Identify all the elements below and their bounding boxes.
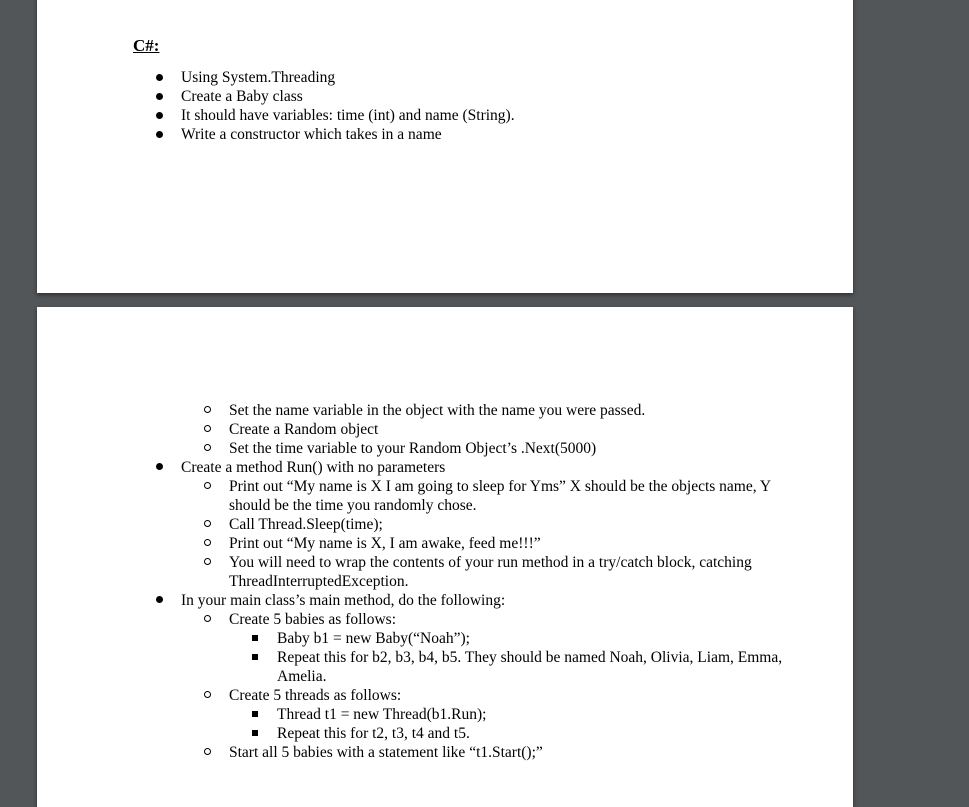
list-item-continuation: ThreadInterruptedException. xyxy=(229,573,409,590)
list-item: Call Thread.Sleep(time); xyxy=(229,516,383,533)
list-item-continuation: Amelia. xyxy=(277,668,327,685)
list-item: Set the name variable in the object with the name you were passed. xyxy=(229,402,646,419)
circle-bullet-icon xyxy=(204,553,211,572)
list-item: You will need to wrap the contents of your run method in a try/catch block, catching xyxy=(229,554,752,571)
square-bullet-icon xyxy=(252,648,258,667)
list-item: Print out “My name is X, I am awake, feed me!!!” xyxy=(229,535,541,552)
list-item: Create 5 babies as follows: xyxy=(229,611,397,628)
list-item: In your main class’s main method, do the following: xyxy=(181,592,506,609)
disc-bullet-icon xyxy=(156,88,163,107)
disc-bullet-icon xyxy=(156,591,163,610)
square-bullet-icon xyxy=(252,629,258,648)
list-item: Start all 5 babies with a statement like “t1.Start();” xyxy=(229,744,543,761)
list-item: Baby b1 = new Baby(“Noah”); xyxy=(277,630,470,647)
square-bullet-icon xyxy=(252,724,258,743)
square-bullet-icon xyxy=(252,705,258,724)
list-item: Write a constructor which takes in a name xyxy=(181,126,442,143)
section-heading: C#: xyxy=(133,36,160,55)
list-item: Create a Random object xyxy=(229,421,379,438)
circle-bullet-icon xyxy=(204,477,211,496)
list-item: Create a Baby class xyxy=(181,88,303,105)
disc-bullet-icon xyxy=(156,126,163,145)
circle-bullet-icon xyxy=(204,686,211,705)
list-item-continuation: should be the time you randomly chose. xyxy=(229,497,477,514)
circle-bullet-icon xyxy=(204,420,211,439)
circle-bullet-icon xyxy=(204,401,211,420)
list-item: Set the time variable to your Random Object’s .Next(5000) xyxy=(229,440,597,457)
list-item: Using System.Threading xyxy=(181,69,336,86)
list-item: Create a method Run() with no parameters xyxy=(181,459,446,476)
circle-bullet-icon xyxy=(204,743,211,762)
list-item: Repeat this for t2, t3, t4 and t5. xyxy=(277,725,470,742)
list-item: Thread t1 = new Thread(b1.Run); xyxy=(277,706,487,723)
disc-bullet-icon xyxy=(156,107,163,126)
circle-bullet-icon xyxy=(204,534,211,553)
document-page-1 xyxy=(37,0,853,293)
list-item: Print out “My name is X I am going to sleep for Yms” X should be the objects name, Y xyxy=(229,478,772,495)
list-item: It should have variables: time (int) and name (String). xyxy=(181,107,515,124)
disc-bullet-icon xyxy=(156,458,163,477)
circle-bullet-icon xyxy=(204,515,211,534)
circle-bullet-icon xyxy=(204,439,211,458)
list-item: Repeat this for b2, b3, b4, b5. They should be named Noah, Olivia, Liam, Emma, xyxy=(277,649,783,666)
document-page-2 xyxy=(37,307,853,807)
disc-bullet-icon xyxy=(156,69,163,88)
list-item: Create 5 threads as follows: xyxy=(229,687,402,704)
circle-bullet-icon xyxy=(204,610,211,629)
